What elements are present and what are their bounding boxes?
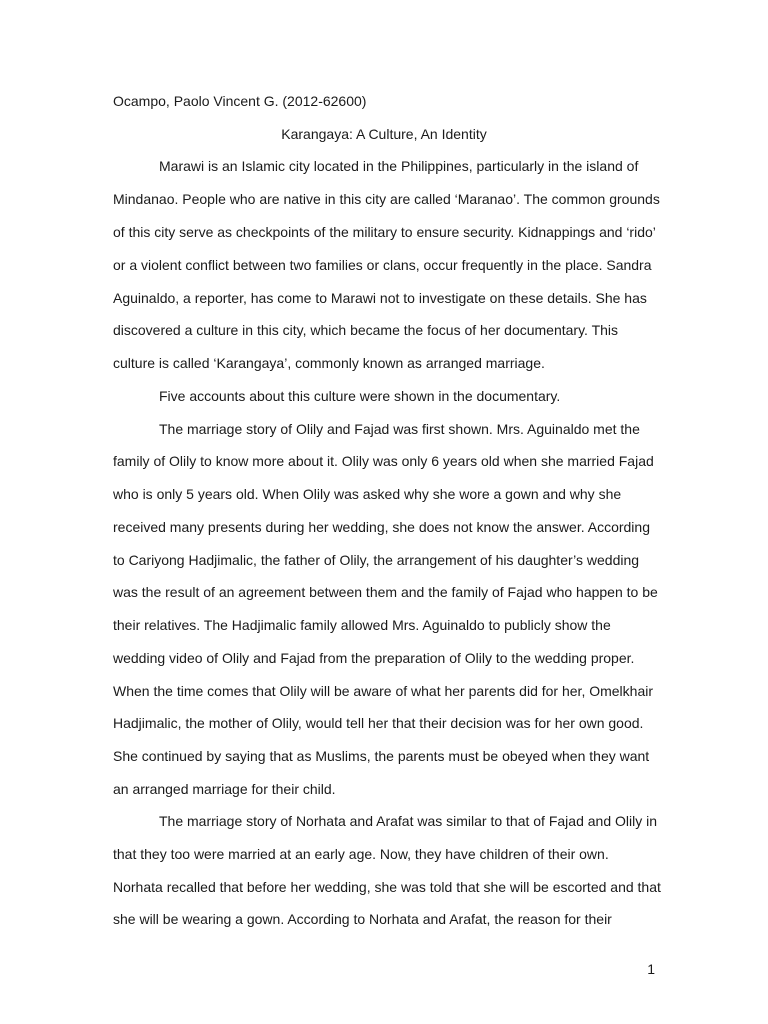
paragraph-line: their relatives. The Hadjimalic family allowed Mrs. Aguinaldo to publicly show the xyxy=(113,617,611,633)
paragraph-line: an arranged marriage for their child. xyxy=(113,781,336,797)
paragraph-line: of this city serve as checkpoints of the military to ensure security. Kidnappings and ‘rido’ xyxy=(113,224,656,240)
paragraph-line: who is only 5 years old. When Olily was asked why she wore a gown and why she xyxy=(113,486,622,502)
paragraph-line: culture is called ‘Karangaya’, commonly known as arranged marriage. xyxy=(113,355,545,371)
paragraph-line: She continued by saying that as Muslims, the parents must be obeyed when they want xyxy=(113,748,650,764)
paragraph-line: discovered a culture in this city, which became the focus of her documentary. This xyxy=(113,322,619,338)
page-number: 1 xyxy=(647,961,655,977)
paragraph-line: Norhata recalled that before her wedding, she was told that she will be escorted and that xyxy=(113,879,661,895)
paragraph-line: The marriage story of Norhata and Arafat was similar to that of Fajad and Olily in xyxy=(159,813,658,829)
paragraph-line: Mindanao. People who are native in this city are called ‘Maranao’. The common grounds xyxy=(113,191,660,207)
paragraph-line: Hadjimalic, the mother of Olily, would tell her that their decision was for her own good. xyxy=(113,715,644,731)
paragraph-line: Marawi is an Islamic city located in the Philippines, particularly in the island of xyxy=(159,158,639,174)
paragraph-line: Five accounts about this culture were shown in the documentary. xyxy=(159,388,561,404)
document-title: Karangaya: A Culture, An Identity xyxy=(281,126,487,142)
paragraph-line: to Cariyong Hadjimalic, the father of Olily, the arrangement of his daughter’s wedding xyxy=(113,552,640,568)
paragraph-line: When the time comes that Olily will be aware of what her parents did for her, Omelkhair xyxy=(113,683,654,699)
paragraph-line: she will be wearing a gown. According to Norhata and Arafat, the reason for their xyxy=(113,911,612,927)
paragraph-line: family of Olily to know more about it. Olily was only 6 years old when she married Fajad xyxy=(113,453,654,469)
paragraph-line: that they too were married at an early age. Now, they have children of their own. xyxy=(113,846,609,862)
paragraph-line: Aguinaldo, a reporter, has come to Marawi not to investigate on these details. She has xyxy=(113,290,647,306)
paragraph-line: wedding video of Olily and Fajad from the preparation of Olily to the wedding proper. xyxy=(113,650,635,666)
paragraph-line: or a violent conflict between two families or clans, occur frequently in the place. Sandra xyxy=(113,257,652,273)
paragraph-line: The marriage story of Olily and Fajad was first shown. Mrs. Aguinaldo met the xyxy=(159,421,640,437)
paragraph-line: received many presents during her wedding, she does not know the answer. According xyxy=(113,519,650,535)
paragraph-line: was the result of an agreement between them and the family of Fajad who happen to be xyxy=(113,584,658,600)
author-line: Ocampo, Paolo Vincent G. (2012-62600) xyxy=(113,93,367,109)
